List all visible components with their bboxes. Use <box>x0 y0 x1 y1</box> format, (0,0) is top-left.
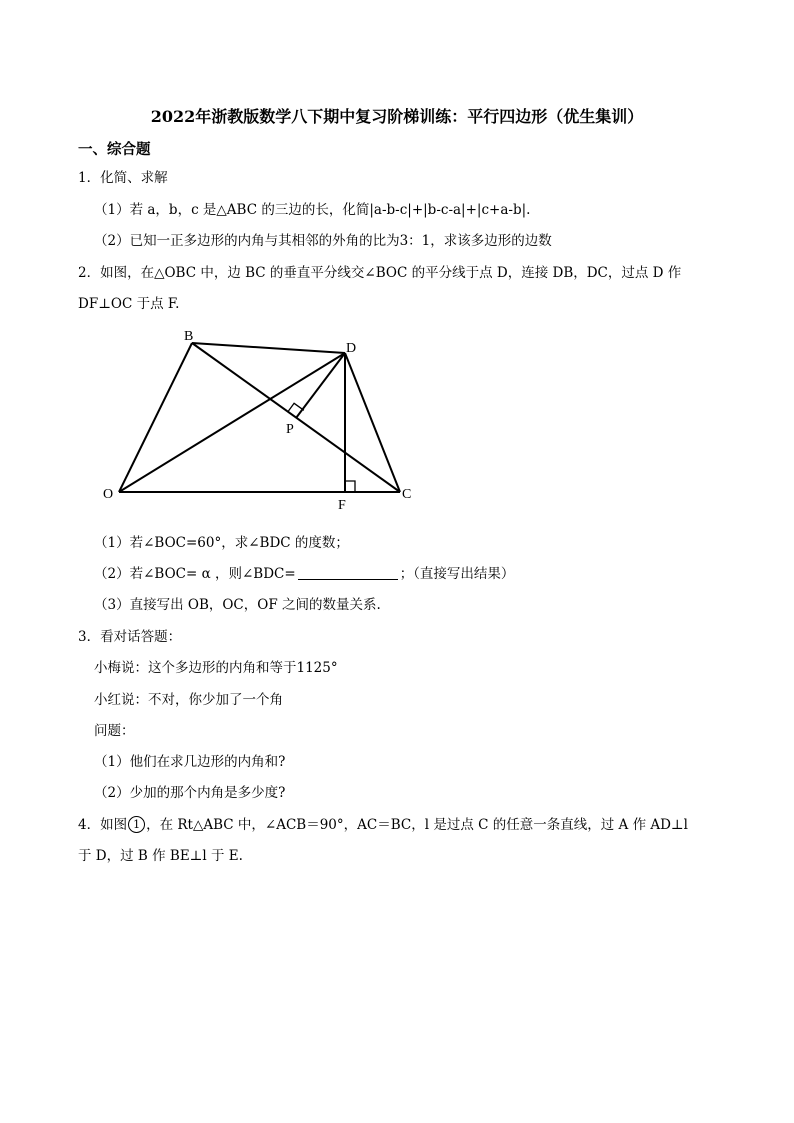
label-p: P <box>286 422 294 437</box>
q4-stem-body: ，在 Rt△ABC 中，∠ACB＝90°，AC＝BC，l 是过点 C 的任意一条直线，过 A 作 AD⊥l <box>146 817 688 833</box>
q3-dialog-hong: 小红说：不对，你少加了一个角 <box>94 692 283 708</box>
segment-bd <box>192 343 345 353</box>
label-f: F <box>338 498 346 513</box>
answer-blank[interactable] <box>298 565 398 580</box>
page-title: 2022年浙教版数学八下期中复习阶梯训练：平行四边形（优生集训） <box>150 107 644 126</box>
q3-dialog-mei: 小梅说：这个多边形的内角和等于1125° <box>94 660 338 676</box>
figure-lines <box>119 343 400 492</box>
geometry-figure-obc <box>100 320 430 520</box>
segment-dp <box>296 353 345 418</box>
q2-part1: （1）若∠BOC=60°，求∠BDC 的度数； <box>94 535 349 551</box>
q3-part1: （1）他们在求几边形的内角和? <box>94 754 286 770</box>
section-heading: 一、综合题 <box>78 141 151 158</box>
q2-part2-text: （2）若∠BOC= α ，则∠BDC= <box>94 566 296 582</box>
right-angle-mark-f <box>345 481 355 492</box>
label-o: O <box>103 487 114 502</box>
label-c: C <box>402 487 412 502</box>
q2-part2 <box>94 562 514 582</box>
q2-part2-suffix: ；（直接写出结果） <box>399 566 515 582</box>
q1-part1: （1）若 a，b，c 是△ABC 的三边的长，化简|a-b-c|+|b-c-a|+|c+a-b|. <box>94 202 531 218</box>
label-b: B <box>184 329 194 344</box>
q3-stem: 3．看对话答题： <box>78 629 182 645</box>
q2-part3: （3）直接写出 OB，OC，OF 之间的数量关系. <box>94 597 381 613</box>
q1-stem: 1．化简、求解 <box>78 170 168 186</box>
q3-question-label: 问题： <box>94 723 135 739</box>
circled-number-one: 1 <box>128 816 145 833</box>
q2-stem-line1: 2．如图，在△OBC 中，边 BC 的垂直平分线交∠BOC 的平分线于点 D，连接 DB，DC，过点 D 作 <box>78 265 682 281</box>
q2-stem-line2: DF⊥OC 于点 F. <box>78 296 180 312</box>
q3-part2: （2）少加的那个内角是多少度? <box>94 785 286 801</box>
q4-stem-line1 <box>78 813 688 833</box>
q4-stem-prefix: 4．如图 <box>78 817 128 833</box>
label-d: D <box>346 341 357 356</box>
q4-stem-line2: 于 D，过 B 作 BE⊥l 于 E. <box>78 848 243 864</box>
q1-part2: （2）已知一正多边形的内角与其相邻的外角的比为3：1，求该多边形的边数 <box>94 233 552 249</box>
